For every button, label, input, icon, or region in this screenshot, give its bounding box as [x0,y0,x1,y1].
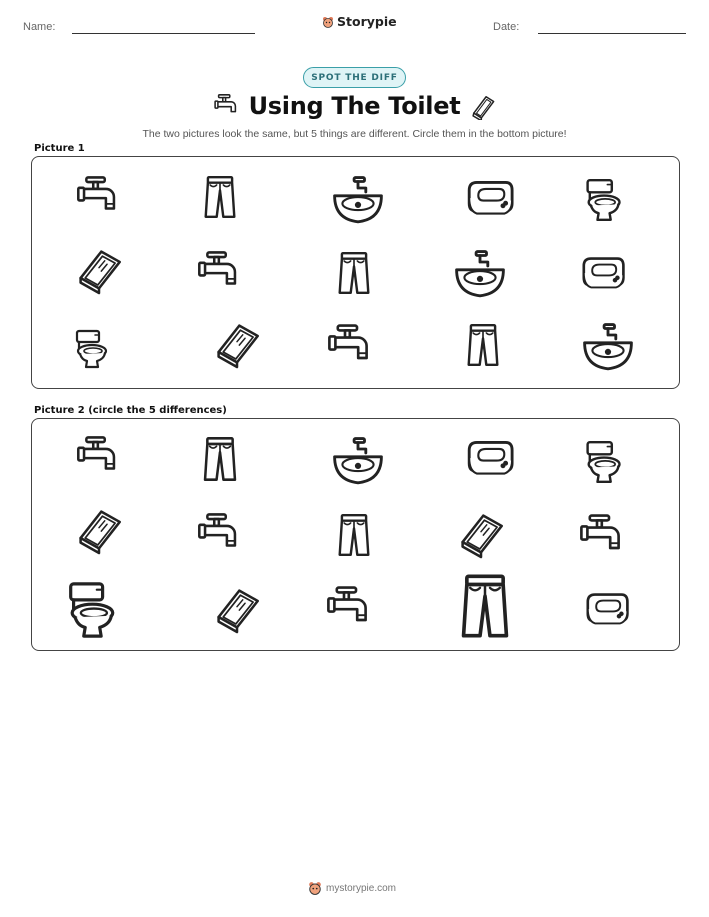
picture1-item-r2c3 [332,251,376,295]
brand-name: Storypie [337,14,397,29]
picture1-item-r2c5 [579,249,627,297]
picture2-item-r2c4[interactable] [458,511,504,557]
instructions: The two pictures look the same, but 5 things are different. Circle them in the bottom picture! [142,128,567,140]
page-title: Using The Toilet [248,92,461,120]
picture1-item-r1c1 [76,174,122,220]
picture2-item-r1c5[interactable] [581,440,625,484]
faucet-icon [579,512,627,560]
spot-the-diff-badge: SPOT THE DIFF [303,67,406,88]
brand-logo [322,14,397,29]
soap-icon [583,585,631,633]
soap-icon [579,249,627,297]
picture1-item-r3c3 [327,322,375,370]
footer [308,881,396,895]
picture2-item-r2c5[interactable] [579,512,627,560]
pants-icon [332,251,376,295]
sink-icon [332,436,384,488]
pants-icon [332,513,376,557]
toilet-icon [581,178,625,222]
faucet-icon [76,434,122,480]
pants-icon [198,175,242,219]
picture2-item-r1c2[interactable] [197,436,243,482]
picture1-item-r1c3 [332,175,384,227]
picture1-item-r2c1 [76,247,122,293]
faucet-icon [213,92,241,120]
pants-icon [197,436,243,482]
picture2-item-r2c1[interactable] [76,507,122,553]
picture1-item-r3c4 [461,323,505,367]
faucet-icon [76,174,122,220]
title-faucet [213,92,241,125]
picture2-item-r2c3[interactable] [332,513,376,557]
sink-icon [454,249,506,301]
tablet-icon [76,247,122,293]
faucet-icon [327,322,375,370]
tablet-icon [214,321,260,367]
picture2-item-r3c3[interactable] [326,584,374,632]
sink-icon [582,322,634,374]
picture2-label: Picture 2 (circle the 5 differences) [34,405,227,416]
pants-icon [452,573,518,639]
picture1-item-r2c4 [454,249,506,301]
toilet-icon [71,329,111,369]
storypie-bear-icon [322,16,334,28]
faucet-icon [326,584,374,632]
pants-icon [461,323,505,367]
picture2-item-r3c4[interactable] [452,573,518,639]
name-field[interactable] [72,33,255,34]
tablet-icon [214,586,260,632]
soap-icon [464,172,516,224]
picture1-item-r1c5 [581,178,625,222]
picture2-item-r1c3[interactable] [332,436,384,488]
title-tablet [468,94,496,125]
picture2-item-r2c2[interactable] [197,511,243,557]
name-label: Name: [23,21,56,33]
toilet-icon [581,440,625,484]
date-field[interactable] [538,33,686,34]
storypie-bear-icon [308,881,322,895]
footer-url[interactable]: mystorypie.com [326,882,397,894]
tablet-icon [458,511,504,557]
picture2-item-r3c1[interactable] [62,581,120,639]
picture1-item-r1c4 [464,172,516,224]
picture1-item-r3c2 [214,321,260,367]
date-label: Date: [493,21,520,33]
picture2-item-r1c1[interactable] [76,434,122,480]
faucet-icon [197,511,243,557]
picture2-item-r1c4[interactable] [464,432,516,484]
picture1-item-r3c5 [582,322,634,374]
sink-icon [332,175,384,227]
picture2-item-r3c2[interactable] [214,586,260,632]
tablet-icon [76,507,122,553]
picture2-item-r3c5[interactable] [583,585,631,633]
picture1-item-r3c1 [71,329,111,369]
faucet-icon [197,249,243,295]
picture1-item-r1c2 [198,175,242,219]
picture1-label: Picture 1 [34,143,85,154]
toilet-icon [62,581,120,639]
tablet-icon [468,94,496,120]
picture1-item-r2c2 [197,249,243,295]
soap-icon [464,432,516,484]
